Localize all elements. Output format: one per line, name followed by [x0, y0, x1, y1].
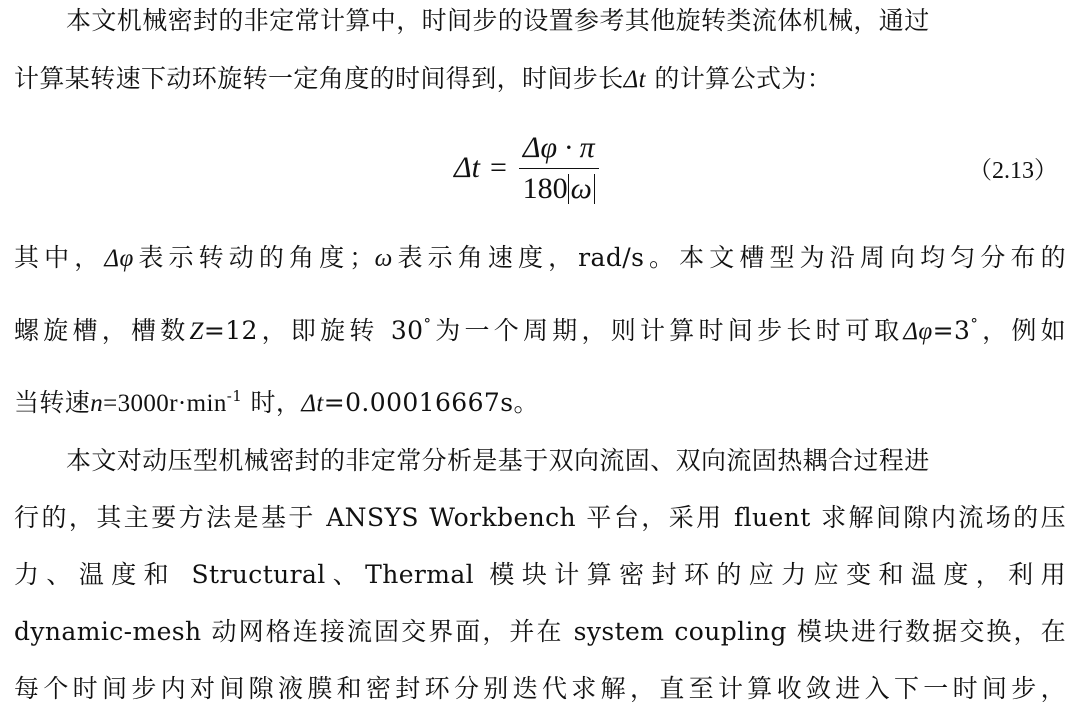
- equation-fraction: [519, 130, 599, 207]
- paragraph2-line2: 螺旋槽，槽数Z=12，即旋转 30°为一个周期，则计算时间步长时可取Δφ=3°，例如: [14, 315, 1066, 345]
- paragraph3-line1: 本文对动压型机械密封的非定常分析是基于双向流固、双向流固热耦合过程进: [66, 446, 930, 475]
- equation-number: （2.13）: [968, 158, 1058, 184]
- equation-2-13: [454, 128, 599, 208]
- equation-denominator-coef: 180: [522, 171, 568, 205]
- paragraph2-line1: 其中，Δφ表示转动的角度；ω表示角速度，rad/s。本文槽型为沿周向均匀分布的: [14, 243, 1067, 272]
- paragraph1-line2: 计算某转速下动环旋转一定角度的时间得到，时间步长Δt 的计算公式为：: [14, 64, 833, 93]
- equation-lhs: Δt: [454, 151, 480, 184]
- paragraph2-line3: 当转速$n=3000r\cdot\min^{-1}$ 时，Δt=0.00016667s。: [14, 387, 539, 417]
- equation-denominator: [523, 169, 595, 207]
- paragraph1-line1: 本文机械密封的非定常计算中，时间步的设置参考其他旋转类流体机械，通过: [66, 6, 930, 35]
- z-symbol: Z: [189, 318, 204, 345]
- paragraph3-line3: 力、温度和 Structural、Thermal 模块计算密封环的应力应变和温度，利用: [14, 560, 1066, 589]
- delta-phi-symbol: Δφ: [104, 245, 134, 272]
- degree-mark: °: [423, 315, 432, 333]
- equation-equals: =: [489, 151, 507, 184]
- delta-t-symbol: Δt: [301, 390, 324, 417]
- omega-symbol: ω: [374, 245, 393, 272]
- paragraph3-line5: 每个时间步内对间隙液膜和密封环分别迭代求解，直至计算收敛进入下一时间步，: [14, 674, 1066, 703]
- exponent: -1: [226, 387, 243, 405]
- paragraph3-line4: dynamic-mesh 动网格连接流固交界面，并在 system coupling 模块进行数据交换，在: [14, 617, 1066, 646]
- equation-abs-omega: ω: [568, 174, 595, 204]
- paragraph3-line2: 行的，其主要方法是基于 ANSYS Workbench 平台，采用 fluent 求解间隙内流场的压: [14, 503, 1066, 532]
- n-symbol: n: [90, 390, 104, 417]
- equation-numerator: Δφ · π: [519, 130, 599, 169]
- delta-t-symbol: Δt: [623, 66, 647, 93]
- degree-mark: °: [970, 315, 979, 333]
- delta-phi-symbol: Δφ: [903, 318, 933, 345]
